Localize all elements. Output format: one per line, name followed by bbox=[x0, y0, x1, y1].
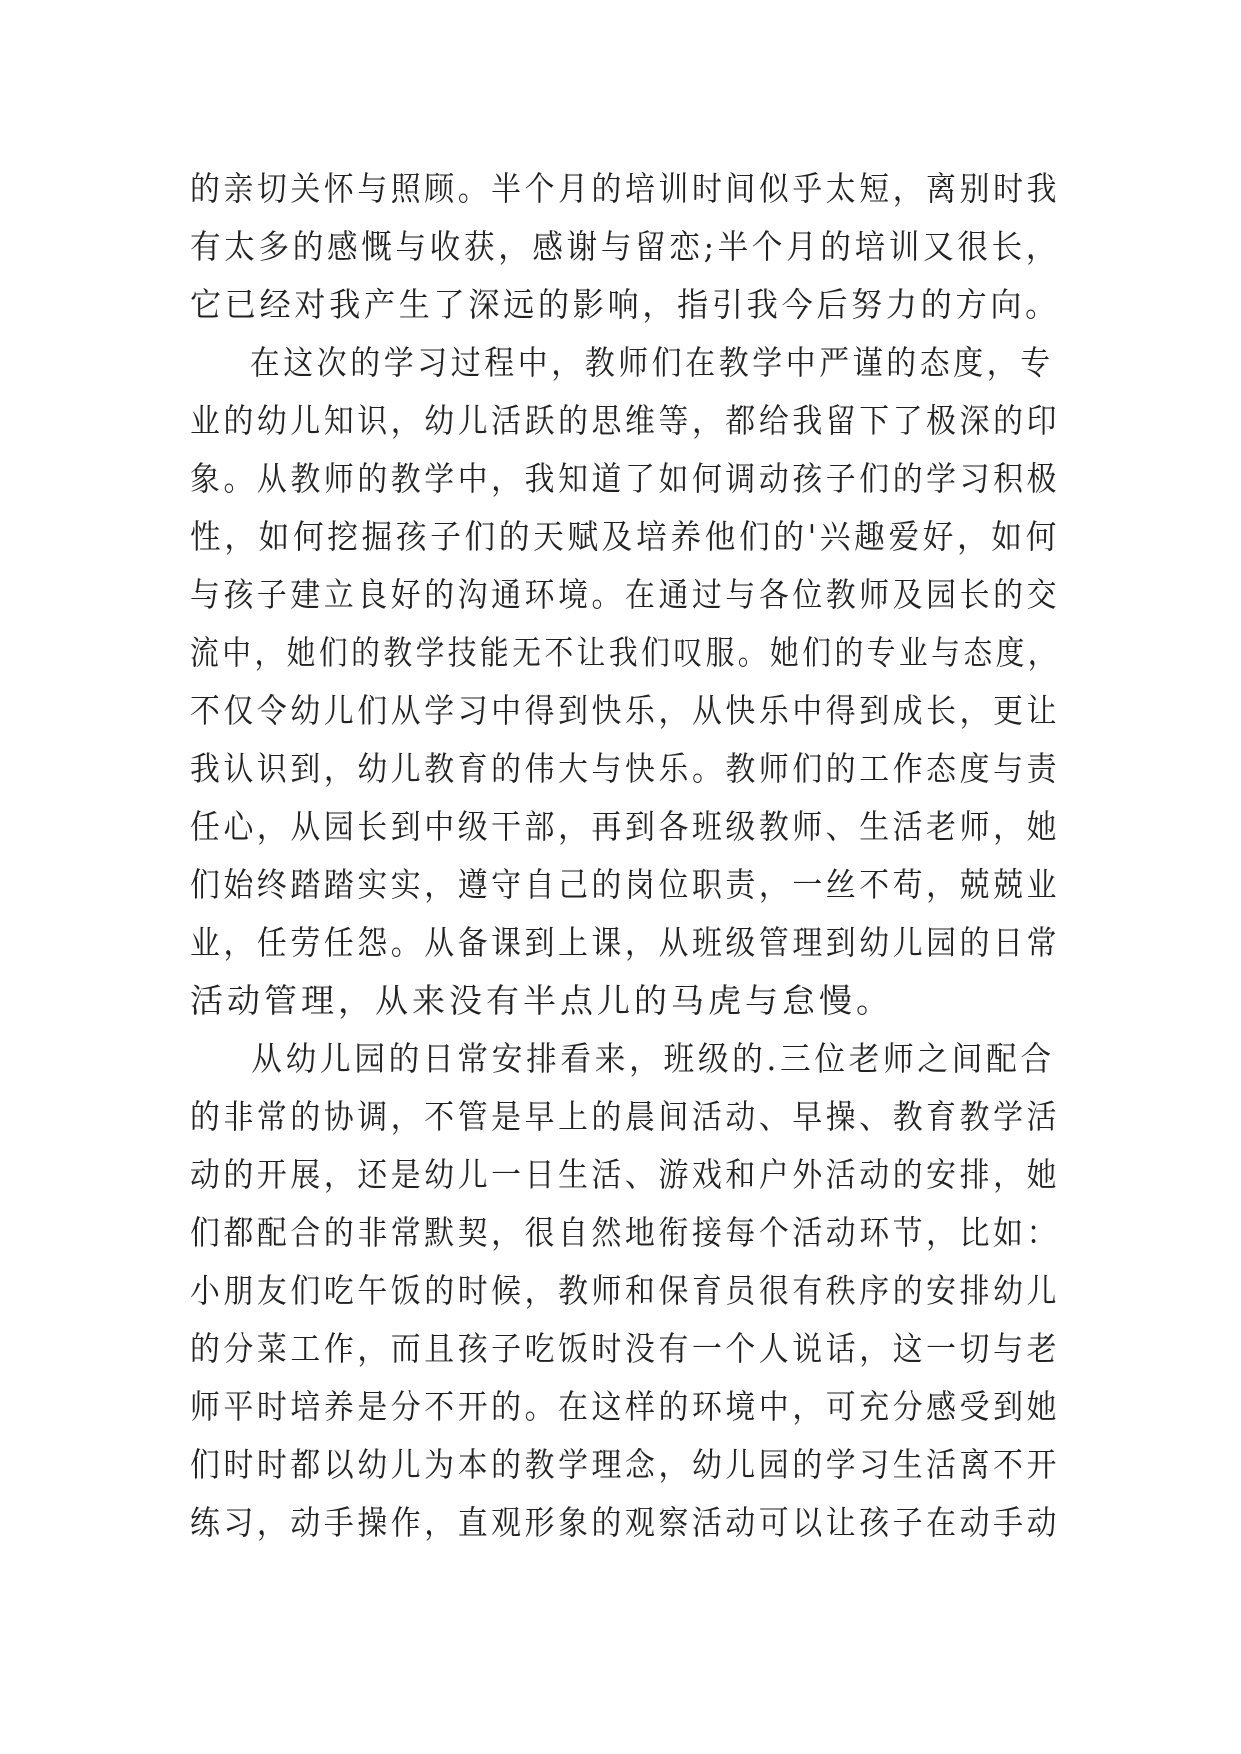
paragraph-first-line: 从幼儿园的日常安排看来，班级的.三位老师之间配合 bbox=[251, 1039, 1055, 1078]
text-line: 们时时都以幼儿为本的教学理念，幼儿园的学习生活离不开 bbox=[190, 1445, 1061, 1484]
text-line: 不仅令幼儿们从学习中得到快乐，从快乐中得到成长，更让 bbox=[190, 691, 1061, 730]
text-line: 流中，她们的教学技能无不让我们叹服。她们的专业与态度， bbox=[190, 633, 1061, 672]
text-line: 们始终踏踏实实，遵守自己的岗位职责，一丝不苟，兢兢业 bbox=[190, 865, 1061, 904]
document-body bbox=[190, 160, 1060, 1552]
text-line: 我认识到，幼儿教育的伟大与快乐。教师们的工作态度与责 bbox=[190, 749, 1061, 788]
text-line: 们都配合的非常默契，很自然地衔接每个活动环节，比如： bbox=[190, 1213, 1061, 1252]
text-line: 它已经对我产生了深远的影响，指引我今后努力的方向。 bbox=[190, 285, 1060, 324]
text-line: 与孩子建立良好的沟通环境。在通过与各位教师及园长的交 bbox=[190, 575, 1061, 614]
text-line: 的亲切关怀与照顾。半个月的培训时间似乎太短，离别时我 bbox=[190, 169, 1061, 208]
text-line: 业的幼儿知识，幼儿活跃的思维等，都给我留下了极深的印 bbox=[190, 401, 1061, 440]
text-line: 师平时培养是分不开的。在这样的环境中，可充分感受到她 bbox=[190, 1387, 1061, 1426]
text-line: 的非常的协调，不管是早上的晨间活动、早操、教育教学活 bbox=[190, 1097, 1061, 1136]
text-line: 性，如何挖掘孩子们的天赋及培养他们的'兴趣爱好，如何 bbox=[190, 517, 1061, 556]
text-line: 任心，从园长到中级干部，再到各班级教师、生活老师，她 bbox=[190, 807, 1061, 846]
paragraph-first-line: 在这次的学习过程中，教师们在教学中严谨的态度，专 bbox=[249, 343, 1054, 382]
text-line: 象。从教师的教学中，我知道了如何调动孩子们的学习积极 bbox=[190, 459, 1061, 498]
text-line: 有太多的感慨与收获，感谢与留恋;半个月的培训又很长， bbox=[190, 227, 1061, 266]
text-line: 的分菜工作，而且孩子吃饭时没有一个人说话，这一切与老 bbox=[190, 1329, 1061, 1368]
text-line: 业，任劳任怨。从备课到上课，从班级管理到幼儿园的日常 bbox=[190, 923, 1061, 962]
text-line: 练习，动手操作，直观形象的观察活动可以让孩子在动手动 bbox=[190, 1503, 1061, 1542]
text-line: 小朋友们吃午饭的时候，教师和保育员很有秩序的安排幼儿 bbox=[190, 1271, 1061, 1310]
text-line: 活动管理，从来没有半点儿的马虎与怠慢。 bbox=[190, 981, 893, 1020]
text-line: 动的开展，还是幼儿一日生活、游戏和户外活动的安排，她 bbox=[190, 1155, 1061, 1194]
